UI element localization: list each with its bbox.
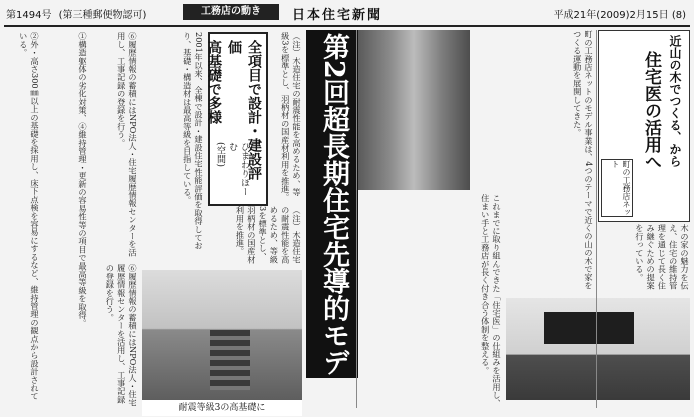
article-column: ②外・高さ300㎜以上の基礎を採用し、床下点検を容易にするなど、維持管理の観点から設計されている。 [18,32,40,401]
article-column: （注）木造住宅の耐震性能を高めるため、等級3を標準とし、羽柄材の国産材利用を推進。 [235,206,302,264]
article-column: ①構造躯体の劣化対策、④維持管理・更新の容易性等の項目で最高等級を取得。 [78,32,88,328]
issue-date [554,6,686,21]
article-column: ⑥履歴情報の蓄積にはNPO法人・住宅履歴情報センターを活用し、工事記録の登録を行う。 [116,32,138,257]
modern-house-photo [506,298,690,400]
window-shape [544,312,634,344]
subtitle-box [208,32,268,206]
page-number: (8) [671,10,686,21]
issue-info [6,6,150,21]
house-photo [142,270,302,400]
article-column: （注）木造住宅の耐震性能を高めるため、等級3を標準とし、羽柄材の国産材利用を推進。 [280,32,302,202]
postal-note: (第三種郵便物認可) [58,10,147,21]
page-header [0,0,694,26]
article-column: ⑥履歴情報の蓄積にはNPO法人・住宅履歴情報センターを活用し、工事記録の登録を行う。 [105,264,138,407]
organization-name: 町の工務店ネット [601,159,633,217]
article-column: 町の工務店ネットのモデル事業は、4つのテーマで近くの山の木で家をつくる運動を展開してきた。 [572,30,594,290]
article-column: これまでに取り組んできた「住宅医」の仕組みを活用し、住まい手と工務店が長く付き合う体制を整える。 [480,194,502,408]
photo-caption: 耐震等級3の高基礎に [142,400,302,416]
stairs-shape [210,330,250,390]
issue-number: 第1494号 [6,10,52,21]
header-rule [4,25,690,27]
headline-line-2: 住宅医の活用へ [641,51,661,170]
forest-photo [358,30,470,190]
column-divider [356,30,357,408]
paper-name: 日本住宅新聞 [292,8,383,23]
article-column: 木の家の魅力を伝え、住宅の維持管理を通じて長く住み継ぐための提案を行っている。 [634,224,690,290]
byline: ひまわりほーむ (空間) [215,142,249,196]
headline-line-1: 近山の木でつくる、から [668,35,682,167]
date-text: 平成21年(2009)2月15日 [553,10,669,21]
section-label: 工務店の動き [183,4,279,20]
right-headline-box [598,30,690,222]
column-divider [596,30,597,408]
feature-title: 第2回超長期住宅先導的モデ [306,30,358,378]
article-column: 2001年以来、全棟で設計・建設住宅性能評価を取得しており、基礎・構造材は最高等級を目指している。 [182,32,204,250]
subtitle-text: 全項目で設計・建設評価 高基礎で多様 [206,40,262,180]
